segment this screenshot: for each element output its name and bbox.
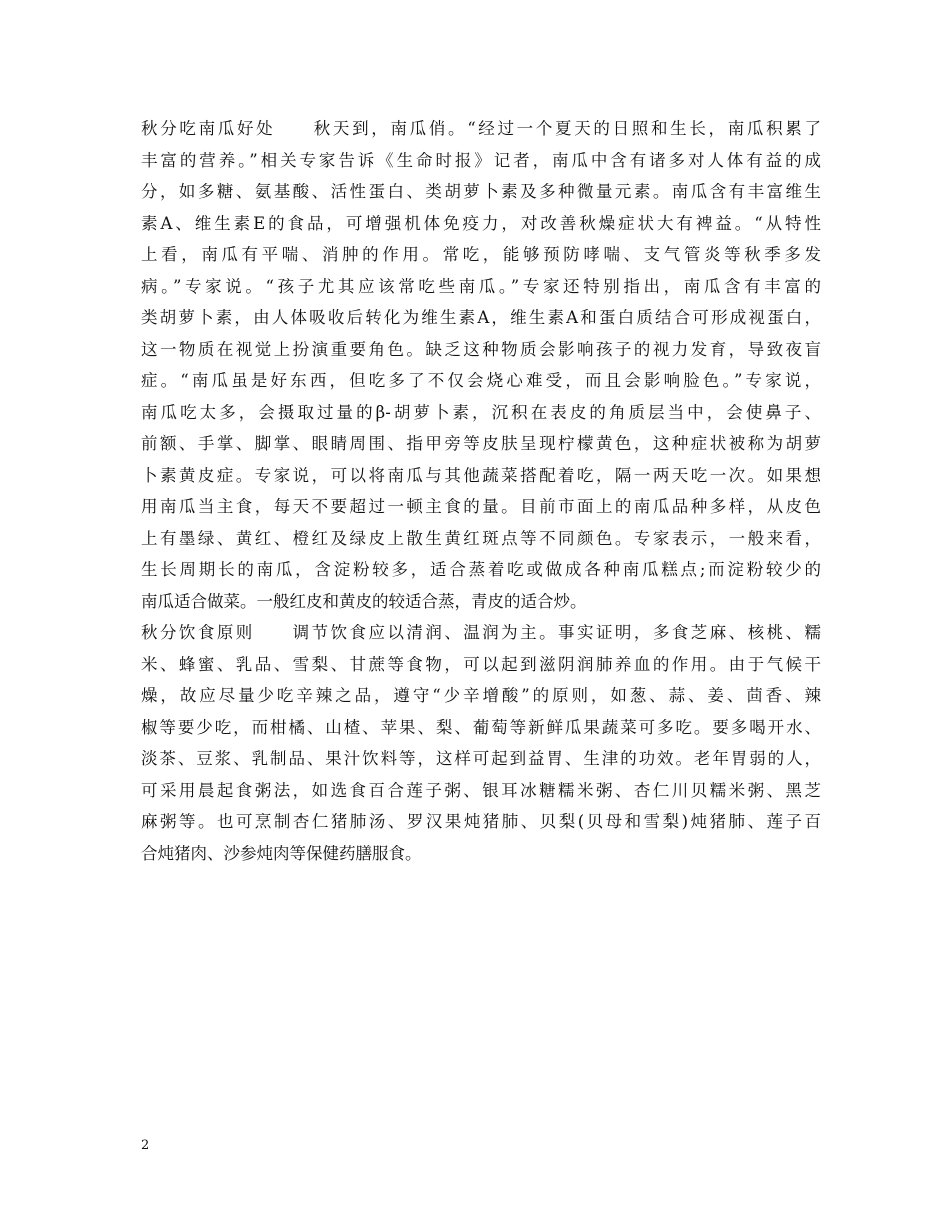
text-line: 素A、维生素E的食品，可增强机体免疫力，对改善秋燥症状大有裨益。“从特性 (141, 213, 821, 233)
text-line: 秋分饮食原则 调节饮食应以清润、温润为主。事实证明，多食芝麻、核桃、糯 (141, 623, 821, 642)
paragraph-pumpkin-benefits (141, 113, 821, 617)
text-line: 可采用晨起食粥法，如选食百合莲子粥、银耳冰糖糯米粥、杏仁川贝糯米粥、黑芝 (141, 780, 821, 800)
text-line: 类胡萝卜素，由人体吸收后转化为维生素A，维生素A和蛋白质结合可形成视蛋白， (141, 308, 821, 327)
text-line: 这一物质在视觉上扮演重要角色。缺乏这种物质会影响孩子的视力发育，导致夜盲 (141, 339, 821, 359)
text-line: 病。”专家说。“孩子尤其应该常吃些南瓜。”专家还特别指出，南瓜含有丰富的 (141, 276, 821, 296)
text-line: 前额、手掌、脚掌、眼睛周围、指甲旁等皮肤呈现柠檬黄色，这种症状被称为胡萝 (141, 434, 821, 453)
text-line: 麻粥等。也可烹制杏仁猪肺汤、罗汉果炖猪肺、贝梨(贝母和雪梨)炖猪肺、莲子百 (141, 812, 821, 831)
paragraph-autumn-diet-principles (141, 617, 821, 869)
text-line: 南瓜适合做菜。一般红皮和黄皮的较适合蒸，青皮的适合炒。 (141, 591, 587, 611)
text-line: 卜素黄皮症。专家说，可以将南瓜与其他蔬菜搭配着吃，隔一两天吃一次。如果想 (141, 465, 821, 485)
text-line: 分，如多糖、氨基酸、活性蛋白、类胡萝卜素及多种微量元素。南瓜含有丰富维生 (141, 182, 821, 201)
text-line: 椒等要少吃，而柑橘、山楂、苹果、梨、葡萄等新鲜瓜果蔬菜可多吃。要多喝开水、 (141, 717, 821, 737)
text-line: 用南瓜当主食，每天不要超过一顿主食的量。目前市面上的南瓜品种多样，从皮色 (141, 497, 821, 516)
text-line: 上有墨绿、黄红、橙红及绿皮上散生黄红斑点等不同颜色。专家表示，一般来看， (141, 528, 821, 548)
text-line: 症。“南瓜虽是好东西，但吃多了不仅会烧心难受，而且会影响脸色。”专家说， (141, 371, 821, 390)
document-body (141, 113, 821, 869)
text-line: 生长周期长的南瓜，含淀粉较多，适合蒸着吃或做成各种南瓜糕点;而淀粉较少的 (141, 560, 821, 579)
page-number: 2 (141, 1138, 150, 1153)
text-line: 秋分吃南瓜好处 秋天到，南瓜俏。“经过一个夏天的日照和生长，南瓜积累了 (141, 119, 821, 138)
text-line: 上看，南瓜有平喘、消肿的作用。常吃，能够预防哮喘、支气管炎等秋季多发 (141, 245, 821, 264)
text-line: 燥，故应尽量少吃辛辣之品，遵守“少辛增酸”的原则，如葱、蒜、姜、茴香、辣 (141, 686, 821, 705)
text-line: 南瓜吃太多，会摄取过量的β-胡萝卜素，沉积在表皮的角质层当中，会使鼻子、 (141, 402, 821, 422)
text-line: 米、蜂蜜、乳品、雪梨、甘蔗等食物，可以起到滋阴润肺养血的作用。由于气候干 (141, 654, 821, 674)
text-line: 淡茶、豆浆、乳制品、果汁饮料等，这样可起到益胃、生津的功效。老年胃弱的人， (141, 749, 821, 768)
text-line: 丰富的营养。”相关专家告诉《生命时报》记者，南瓜中含有诸多对人体有益的成 (141, 150, 821, 170)
text-line: 合炖猪肉、沙参炖肉等保健药膳服食。 (141, 843, 422, 863)
